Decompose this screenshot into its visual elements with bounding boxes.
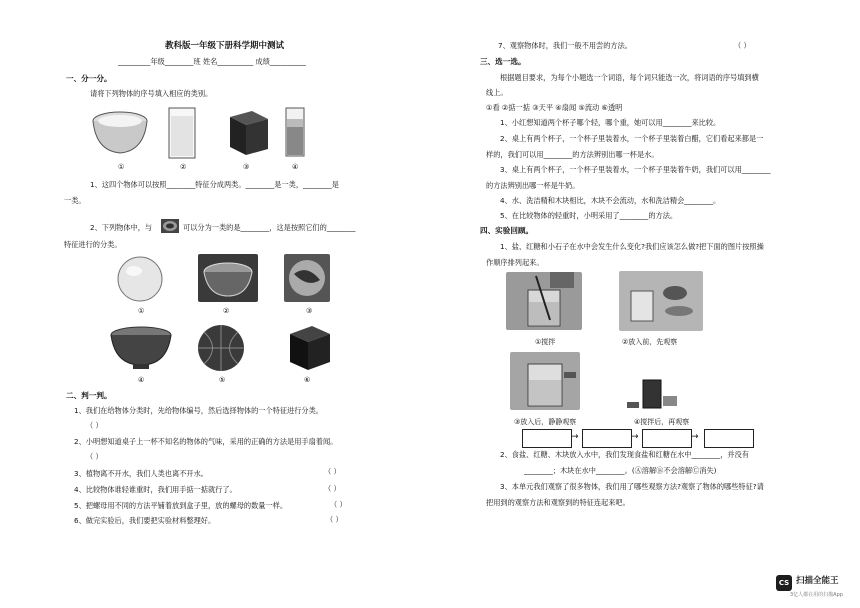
judge-item-2-answer: （ ）: [86, 452, 103, 461]
select-item-1: 1、小红想知道两个杯子哪个轻，哪个重，她可以用________来比较。: [500, 118, 721, 127]
water-glass-image: [283, 105, 307, 159]
experiment-3-a: 3、本单元我们观察了很多物体，我们用了哪些观察方法?观察了物体的哪些特征?请: [500, 482, 764, 491]
section-3-heading: 三、选一选。: [480, 57, 526, 66]
judge-item-6: 6、做完实验后，我们要把实验材料整理好。: [74, 516, 216, 525]
page-title: 教科版一年级下册科学期中测试: [165, 41, 285, 51]
order-box-1[interactable]: [522, 429, 572, 448]
select-item-3-b: 的方法辨别出哪一杯是牛奶。: [486, 181, 580, 190]
observe-before-photo: [619, 271, 703, 331]
judge-item-5-answer: （ ）: [330, 500, 347, 509]
section-3-intro-a: 根据题目要求，为每个小题选一个词语，每个词只能选一次，将词语的序号填到横: [500, 73, 759, 82]
order-box-4[interactable]: [704, 429, 754, 448]
order-box-3[interactable]: [642, 429, 692, 448]
question-1-line-a: 1、这四个物体可以按照________特征分成两类。________是一类，________是: [90, 180, 339, 189]
step-caption-1: ①搅拌: [535, 338, 556, 346]
section-1-intro: 请将下列物体的序号填入相应的类别。: [90, 89, 213, 98]
select-item-5: 5、在比较物体的轻重时，小明采用了________的方法。: [500, 211, 678, 220]
glass-bowl-image: [198, 254, 258, 302]
step-caption-4: ④搅拌后，再观察: [634, 418, 690, 426]
row2-label-6: ⑥: [304, 376, 311, 384]
judge-item-7: 7、观察物体时，我们一般不用尝的方法。: [498, 41, 632, 50]
bowl-image: [90, 107, 150, 157]
watermark-brand: 扫描全能王: [796, 576, 839, 586]
judge-item-1: 1、我们在给物体分类时，先给物体编号，然后选择物体的一个特征进行分类。: [74, 406, 323, 415]
section-1-heading: 一、分一分。: [66, 74, 112, 83]
select-item-2-b: 样的，我们可以用________的方法辨别出哪一杯是水。: [486, 150, 659, 159]
row1-label-2: ②: [180, 163, 187, 171]
arrow-right-icon: →: [691, 432, 699, 442]
select-item-2-a: 2、桌上有两个杯子，一个杯子里装着水，一个杯子里装着白醋，它们看起来都是一: [500, 134, 764, 143]
question-1-line-b: 一类。: [64, 196, 86, 205]
marble-reference-icon: [161, 219, 179, 233]
dark-cube-image: [222, 107, 272, 157]
watermark-tagline: 3亿人都在用的扫描App: [790, 592, 843, 598]
basketball-image: [196, 323, 246, 373]
order-box-2[interactable]: [582, 429, 632, 448]
black-cube-image: [284, 322, 334, 372]
judge-item-3-answer: （ ）: [324, 467, 341, 476]
arrow-right-icon: →: [631, 432, 639, 442]
select-item-3-a: 3、桌上有两个杯子，一个杯子里装着水，一个杯子里装着牛奶，我们可以用________: [500, 165, 771, 174]
judge-item-7-answer: （ ）: [734, 41, 751, 50]
row2-label-1: ①: [138, 307, 145, 315]
row2-label-4: ④: [138, 376, 145, 384]
judge-item-4: 4、比较物体谁轻谁重时，我们用手掂一掂就行了。: [74, 485, 237, 494]
camscanner-logo-icon: CS: [776, 575, 792, 591]
judge-item-6-answer: （ ）: [326, 515, 343, 524]
question-2-part-a: 2、下列物体中，与: [90, 223, 153, 232]
judge-item-3: 3、植物离不开水，我们人类也离不开水。: [74, 469, 208, 478]
milk-glass-image: [166, 106, 198, 160]
experiment-2-b: ________；木块在水中________。(Ⓐ溶解Ⓑ不会溶解Ⓒ消失): [524, 466, 717, 475]
step-caption-3: ③放入后，静静观察: [514, 418, 577, 426]
judge-item-4-answer: （ ）: [324, 484, 341, 493]
judge-item-1-answer: （ ）: [86, 421, 103, 430]
section-4-heading: 四、实验回顾。: [480, 226, 534, 235]
row1-label-1: ①: [118, 163, 125, 171]
judge-item-5: 5、把螺母用不同的方法平铺着放到盒子里，放的螺母的数量一样。: [74, 501, 288, 510]
select-item-4: 4、水、洗洁精和木块相比，木块不会流动，水和洗洁精会________。: [500, 196, 721, 205]
row2-label-3: ③: [306, 307, 313, 315]
row2-label-2: ②: [223, 307, 230, 315]
section-3-intro-b: 线上。: [486, 88, 508, 97]
stirred-observe-photo: [623, 376, 681, 410]
wooden-bowl-image: [109, 325, 173, 371]
experiment-1-b: 作顺序排列起来。: [486, 258, 544, 267]
experiment-1-a: 1、盐、红糖和小石子在水中会发生什么变化?我们应该怎么做?把下面的图片按照操: [500, 242, 764, 251]
marble-image: [284, 254, 330, 302]
word-options: ①看 ②掂一掂 ③天平 ④扇闻 ⑤流动 ⑥透明: [486, 103, 623, 112]
experiment-3-b: 把用到的观察方法和观察到的特征连起来吧。: [486, 498, 630, 507]
white-ball-image: [114, 255, 166, 303]
row1-label-3: ③: [243, 163, 250, 171]
experiment-2-a: 2、食盐、红糖、木块放入水中，我们发现食盐和红糖在水中________，并没有: [500, 450, 749, 459]
settle-observe-photo: [510, 352, 580, 410]
question-2-part-b: 可以分为一类的是________，这是按照它们的________: [183, 223, 356, 232]
student-info-line: _________年级________班 姓名__________ 成绩__________: [118, 57, 306, 66]
stirring-photo: [506, 272, 582, 330]
judge-item-2: 2、小明想知道桌子上一杯不知名的物体的气味，采用的正确的方法是用手扇着闻。: [74, 437, 338, 446]
row1-label-4: ④: [292, 163, 299, 171]
step-caption-2: ②放入前，先观察: [622, 338, 678, 346]
question-2-part-c: 特征进行的分类。: [64, 240, 122, 249]
arrow-right-icon: →: [571, 432, 579, 442]
row2-label-5: ⑤: [219, 376, 226, 384]
section-2-heading: 二、判一判。: [66, 391, 112, 400]
